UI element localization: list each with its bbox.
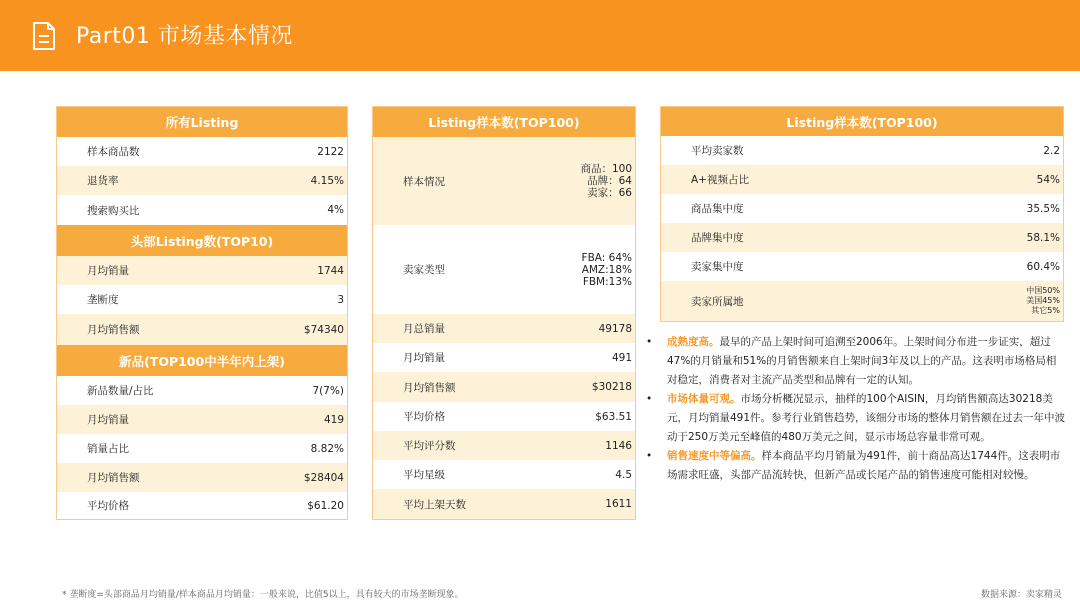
row-value: 58.1%	[1026, 231, 1060, 244]
table-row	[57, 405, 347, 434]
table-row	[57, 166, 347, 195]
row-value: 1146	[605, 439, 632, 452]
table-row	[661, 136, 1063, 165]
origin-line: 中国50%	[1026, 286, 1060, 295]
row-value: 419	[323, 413, 344, 426]
row-label: 样本商品数	[87, 146, 140, 158]
list-item	[646, 447, 1066, 485]
row-label: 平均价格	[403, 411, 445, 423]
page-title: Part01 市场基本情况	[76, 24, 293, 49]
row-label: 月均销量	[87, 265, 129, 277]
row-label: 商品集中度	[691, 203, 744, 215]
bullet-highlight: 成熟度高。	[667, 336, 720, 348]
top100-seller-panel	[660, 106, 1064, 322]
document-icon	[31, 21, 57, 51]
row-label: 卖家所属地	[691, 295, 744, 308]
sample-line: 商品：100	[580, 163, 632, 175]
row-label: 垄断度	[87, 294, 119, 306]
bullet-text: 市场分析概况显示，抽样的100个AISIN，月均销售额高达30218美元，月均销量491件。参考行业销售趋势，该细分市场的整体月销售额在过去一年中波动于250万美元至峰值的480万美元之间，显示市场总容量非常可观。	[667, 393, 1066, 443]
table-row	[373, 343, 635, 372]
list-item	[646, 390, 1066, 447]
table-row	[373, 372, 635, 402]
row-label: 销量占比	[87, 443, 129, 455]
row-label: 新品数量/占比	[87, 385, 154, 397]
row-value: 3	[337, 293, 344, 306]
row-value: 1611	[605, 498, 632, 510]
table-row	[373, 314, 635, 343]
row-value: 2122	[317, 145, 344, 158]
table-row	[57, 285, 347, 314]
seller-type-line: FBM:13%	[582, 275, 632, 288]
row-label: 月均销售额	[403, 381, 456, 394]
bullet-text: 样本商品平均月销量为491件，前十商品高达1744件。这表明市场需求旺盛，头部产品流转快，但新产品或长尾产品的销售速度可能相对较慢。	[667, 450, 1061, 481]
seller-type-line: FBA: 64%	[581, 251, 632, 264]
table-row	[661, 223, 1063, 252]
row-label: A+视频占比	[691, 174, 749, 186]
row-value: $30218	[591, 381, 632, 393]
table-row	[57, 256, 347, 285]
footnote: * 垄断度=头部商品月均销量/样本商品月均销量：一般来说，比值5以上，具有较大的市场垄断现象。	[62, 590, 464, 600]
row-label: 月均销售额	[87, 472, 140, 484]
table-row	[373, 489, 635, 519]
row-value: $74340	[303, 323, 344, 336]
table-row	[57, 314, 347, 345]
table-row	[57, 195, 347, 225]
table-row	[373, 431, 635, 460]
row-value: 7(7%)	[312, 384, 344, 397]
table-row	[373, 225, 635, 314]
table-row	[57, 492, 347, 519]
row-value: $63.51	[595, 410, 632, 423]
table-row	[373, 137, 635, 225]
table-row	[57, 137, 347, 166]
table-row	[57, 434, 347, 463]
seller-type-values	[582, 252, 635, 288]
row-label: 品牌集中度	[691, 232, 744, 244]
header-bar	[0, 0, 1080, 71]
section-header-top100-seller: Listing样本数(TOP100)	[661, 107, 1063, 136]
origin-line: 美国45%	[1026, 296, 1060, 305]
top100-sample-panel	[372, 106, 636, 520]
section-header-top10: 头部Listing数(TOP10)	[57, 225, 347, 256]
table-row	[373, 402, 635, 431]
row-value: 49178	[598, 322, 632, 335]
row-label: 平均卖家数	[691, 145, 744, 157]
seller-type-line: AMZ:18%	[581, 263, 632, 276]
row-value: 35.5%	[1026, 202, 1060, 215]
sample-line: 卖家：66	[587, 187, 632, 199]
table-row	[57, 376, 347, 405]
bullet-highlight: 销售速度中等偏高。	[667, 450, 762, 462]
bullet-text: 最早的产品上架时间可追溯至2006年。上架时间分布进一步证实，超过47%的月销量和51%的月销售额来自上架时间3年及以上的产品。这表明市场格局相对稳定，消费者对主流产品类型和品牌有一定的认知。	[667, 336, 1057, 386]
row-label: 月均销量	[403, 352, 445, 364]
table-row	[57, 463, 347, 492]
row-value: $61.20	[307, 499, 344, 512]
table-row	[373, 460, 635, 489]
bullet-marker: •	[646, 393, 653, 405]
row-label: 退货率	[87, 175, 119, 187]
table-row	[661, 252, 1063, 281]
row-value: 8.82%	[310, 442, 344, 455]
analysis-bullets	[646, 333, 1066, 485]
bullet-marker: •	[646, 336, 653, 348]
row-label: 月均销量	[87, 414, 129, 426]
row-label: 月均销售额	[87, 324, 140, 336]
seller-origin-values	[1026, 286, 1063, 316]
bullet-marker: •	[646, 450, 653, 462]
row-label: 平均价格	[87, 500, 129, 512]
row-label: 卖家集中度	[691, 261, 744, 273]
row-label: 平均上架天数	[403, 498, 466, 511]
row-label: 平均评分数	[403, 440, 456, 452]
sample-values	[580, 163, 635, 199]
row-value: 4%	[327, 204, 344, 216]
origin-line: 其它5%	[1031, 306, 1060, 315]
bullet-highlight: 市场体量可观。	[667, 393, 741, 405]
row-value: 2.2	[1043, 144, 1060, 157]
table-row	[661, 194, 1063, 223]
row-label: 平均星级	[403, 469, 445, 481]
row-label: 卖家类型	[403, 264, 445, 276]
data-source: 数据来源：卖家精灵	[980, 590, 1062, 600]
row-value: $28404	[303, 471, 344, 484]
row-value: 1744	[317, 264, 344, 277]
row-label: 搜索购买比	[87, 204, 140, 217]
table-row	[661, 165, 1063, 194]
row-value: 54%	[1036, 173, 1060, 186]
row-label: 月总销量	[403, 323, 445, 335]
all-listing-panel	[56, 106, 348, 520]
row-value: 60.4%	[1026, 260, 1060, 273]
sample-line: 品牌：64	[587, 175, 632, 187]
row-value: 491	[611, 351, 632, 364]
row-value: 4.5	[615, 468, 632, 481]
section-header-all-listing: 所有Listing	[57, 107, 347, 137]
table-row	[661, 281, 1063, 321]
section-header-top100: Listing样本数(TOP100)	[373, 107, 635, 137]
section-header-new-products: 新品(TOP100中半年内上架)	[57, 345, 347, 376]
row-value: 4.15%	[310, 174, 344, 187]
list-item	[646, 333, 1066, 390]
row-label: 样本情况	[403, 175, 445, 188]
